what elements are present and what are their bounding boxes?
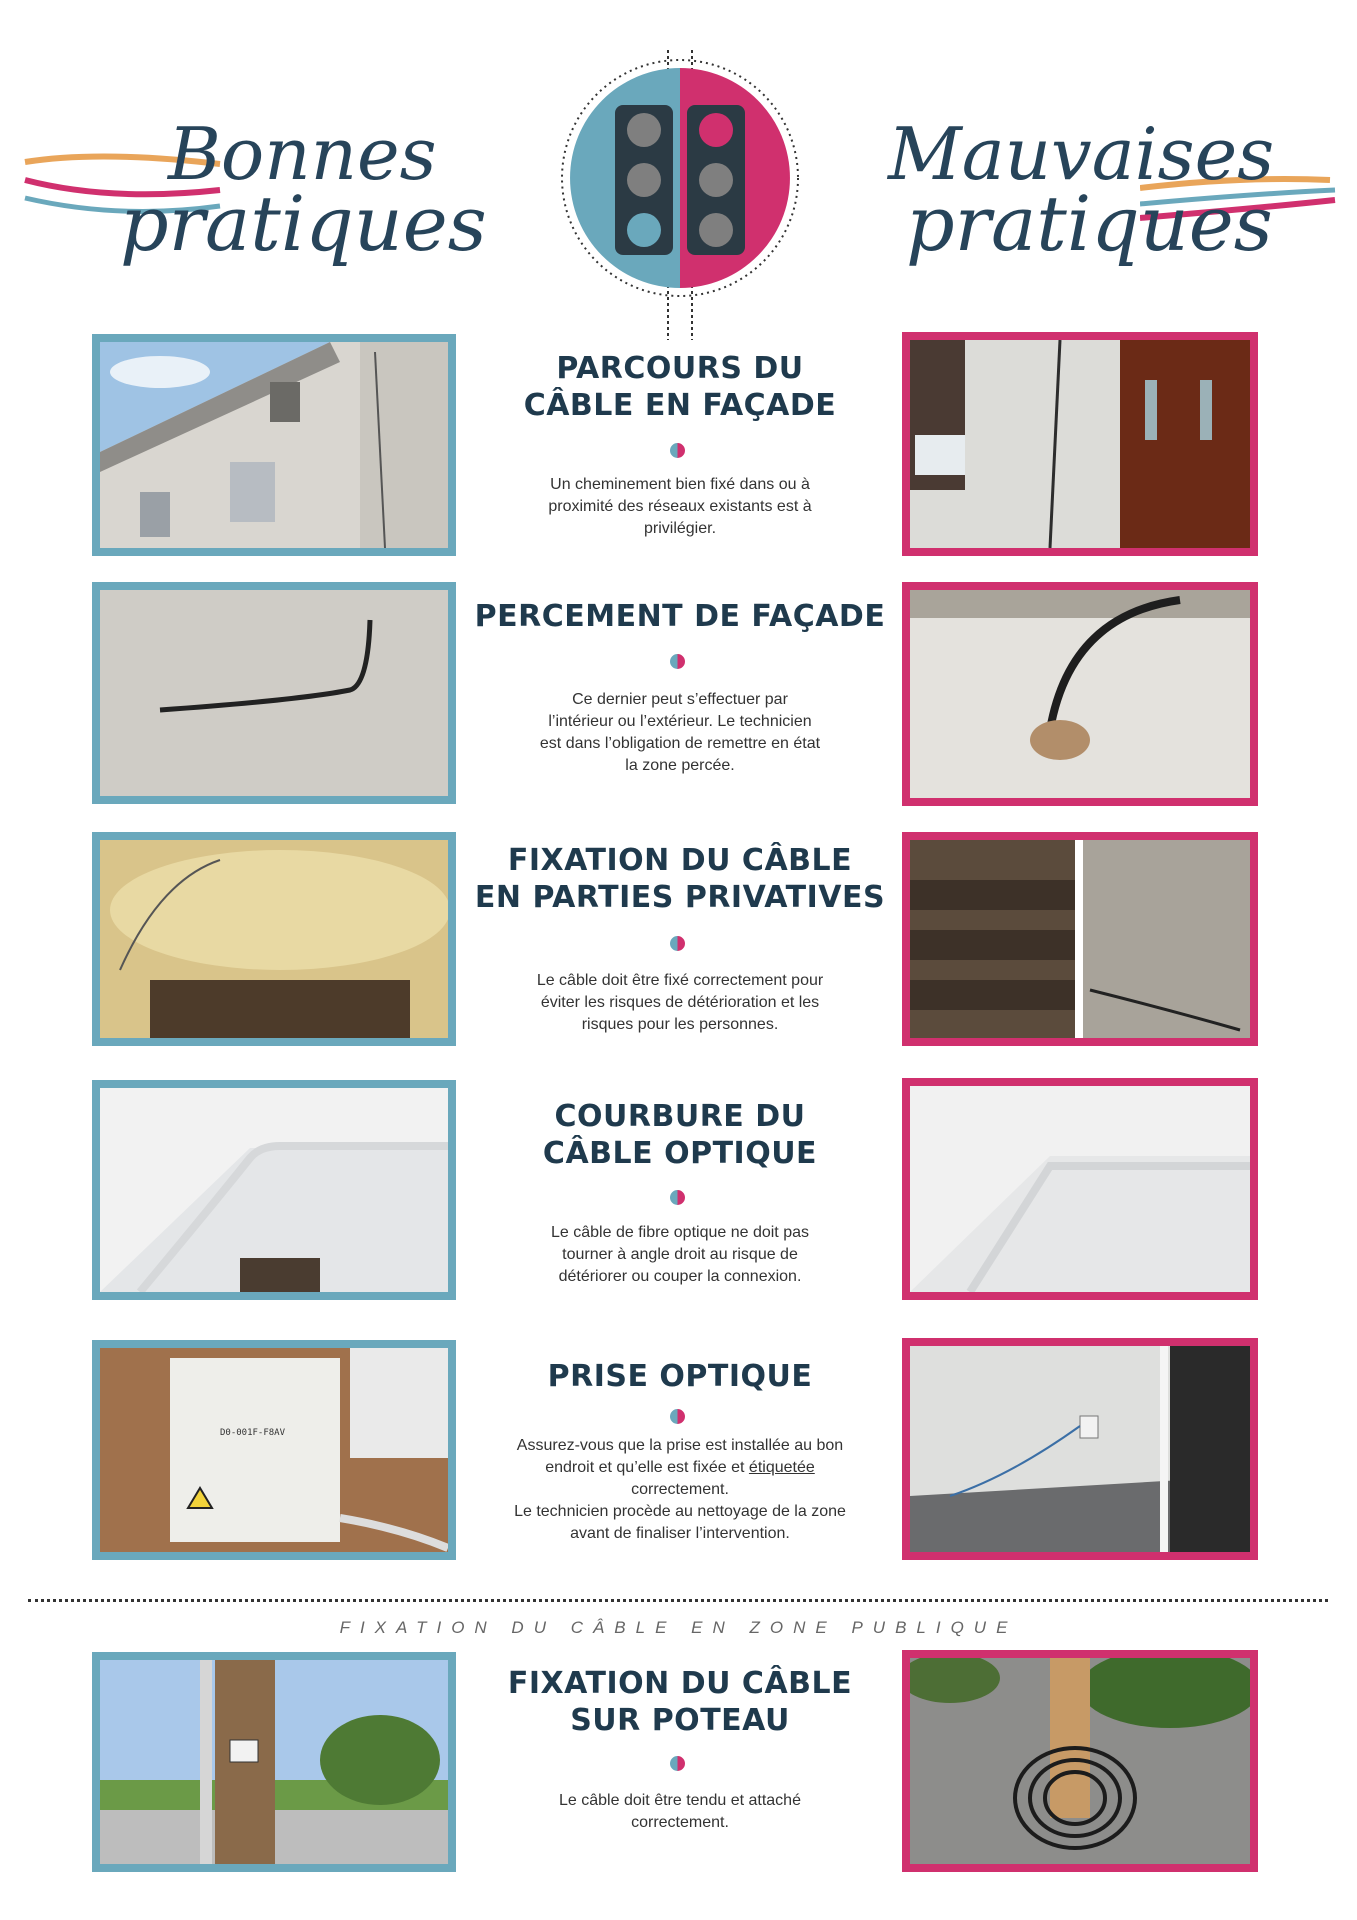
section-title-private-fixing: [470, 842, 890, 916]
title-line: CÂBLE EN FAÇADE: [523, 388, 837, 423]
good-pole-photo: [92, 1652, 456, 1872]
desc-line: correctement.: [631, 1814, 729, 1831]
desc-line: Le technicien procède au nettoyage de la zone: [514, 1503, 846, 1520]
good-facade-photo: [92, 334, 456, 556]
section-bullet-icon: [670, 1190, 685, 1205]
good-drilling-photo: [92, 582, 456, 804]
good-private-fixing-photo: [92, 832, 456, 1046]
desc-line: privilégier.: [643, 520, 717, 537]
bad-private-fixing-photo: [902, 832, 1258, 1046]
section-title-facade-route: [470, 350, 890, 424]
section-description: [470, 689, 890, 777]
desc-line: Ce dernier peut s’effectuer par: [572, 691, 788, 708]
desc-line: Assurez-vous que la prise est installée au bon: [516, 1437, 844, 1454]
section-title-facade-drilling: [470, 598, 890, 635]
desc-line: la zone percée.: [625, 757, 735, 774]
desc-line: Un cheminement bien fixé dans ou à: [550, 476, 810, 493]
section-description: [470, 474, 890, 540]
desc-line: l’intérieur ou l’extérieur. Le technicien: [548, 713, 812, 730]
desc-text: endroit et qu’elle est fixée et: [545, 1459, 749, 1476]
section-title-pole-fixing: [470, 1665, 890, 1739]
section-divider: [28, 1599, 1328, 1602]
desc-line: Le câble de fibre optique ne doit pas: [551, 1224, 809, 1241]
desc-line: détériorer ou couper la connexion.: [558, 1268, 802, 1285]
title-line: FIXATION DU CÂBLE: [507, 1666, 853, 1701]
section-description: [470, 1790, 890, 1834]
desc-line: [470, 1457, 890, 1479]
bad-practices-title-line2: pratiques: [906, 179, 1273, 268]
good-practices-title-line2: pratiques: [120, 179, 487, 268]
bad-optical-outlet-photo: [902, 1338, 1258, 1560]
title-line: PRISE OPTIQUE: [547, 1359, 813, 1394]
section-title-optical-outlet: [470, 1358, 890, 1395]
desc-line: avant de finaliser l’intervention.: [570, 1525, 790, 1542]
section-description: [470, 970, 890, 1036]
section-bullet-icon: [670, 654, 685, 669]
good-bend-photo: [92, 1080, 456, 1300]
desc-line: proximité des réseaux existants est à: [548, 498, 812, 515]
bad-bend-photo: [902, 1078, 1258, 1300]
desc-line: éviter les risques de détérioration et les: [540, 994, 820, 1011]
title-line: PARCOURS DU: [556, 351, 804, 386]
section-bullet-icon: [670, 1756, 685, 1771]
labelled-underlined-text: étiquetée: [748, 1459, 815, 1476]
section-description: [470, 1222, 890, 1288]
section-title-optical-bend: [470, 1098, 890, 1172]
outlet-label: D0-001F-F8AV: [220, 1428, 286, 1438]
desc-line: Le câble doit être fixé correctement pour: [536, 972, 824, 989]
title-line: SUR POTEAU: [570, 1703, 790, 1738]
bad-practices-title-line1: Mauvaises: [888, 112, 1275, 196]
title-line: PERCEMENT DE FAÇADE: [474, 599, 886, 634]
bad-drilling-photo: [902, 582, 1258, 806]
section-description: [470, 1435, 890, 1545]
bad-facade-photo: [902, 332, 1258, 556]
bad-pole-photo: [902, 1650, 1258, 1872]
desc-line: Le câble doit être tendu et attaché: [559, 1792, 801, 1809]
desc-line: tourner à angle droit au risque de: [562, 1246, 798, 1263]
title-line: FIXATION DU CÂBLE: [507, 843, 853, 878]
desc-line: est dans l’obligation de remettre en état: [539, 735, 821, 752]
section-bullet-icon: [670, 1409, 685, 1424]
good-optical-outlet-photo: [92, 1340, 456, 1560]
desc-line: correctement.: [631, 1481, 729, 1498]
traffic-light-icon: [560, 50, 800, 340]
public-zone-label: FIXATION DU CÂBLE EN ZONE PUBLIQUE: [339, 1618, 1018, 1637]
desc-line: risques pour les personnes.: [581, 1016, 779, 1033]
title-line: EN PARTIES PRIVATIVES: [474, 880, 886, 915]
good-practices-title-line1: Bonnes: [168, 112, 437, 196]
title-line: COURBURE DU: [554, 1099, 806, 1134]
title-line: CÂBLE OPTIQUE: [542, 1136, 818, 1171]
section-bullet-icon: [670, 443, 685, 458]
section-bullet-icon: [670, 936, 685, 951]
